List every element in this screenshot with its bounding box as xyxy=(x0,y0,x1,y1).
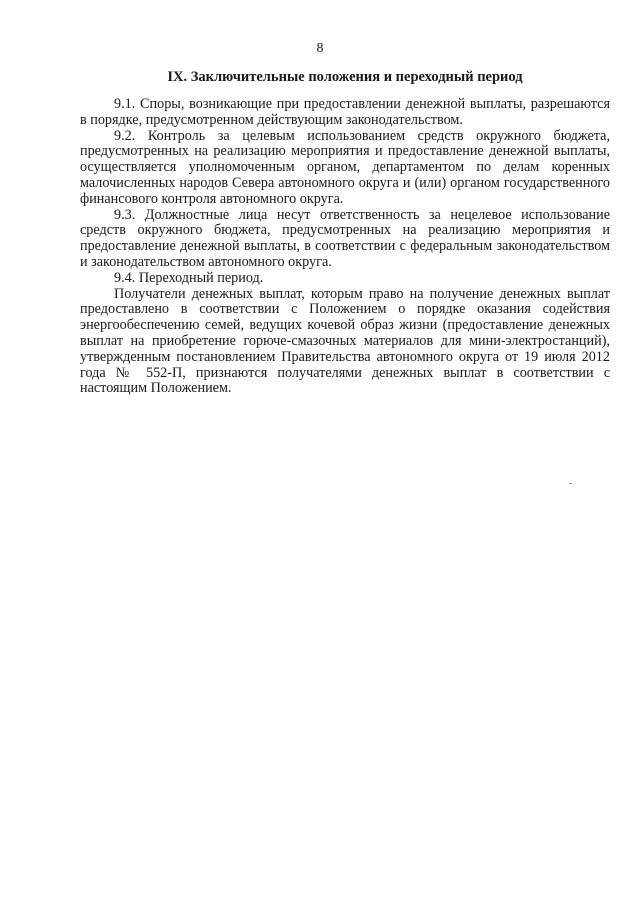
paragraph-9-1: 9.1. Споры, возникающие при предоставлении денежной выплаты, разрешаются в порядке, предусмотренном действующим законодательством. xyxy=(80,96,610,128)
paragraph-9-2: 9.2. Контроль за целевым использованием средств окружного бюджета, предусмотренных на реализацию мероприятия и предоставление денежной выплаты, осуществляется уполномоченным органом, департаментом по делам коренных малочисленных народов Севера автономного округа и (или) органом государственного финансового контроля автономного округа. xyxy=(80,127,610,207)
paragraph-9-3: 9.3. Должностные лица несут ответственность за нецелевое использование средств окружного бюджета, предусмотренных на реализацию мероприятия и предоставление денежной выплаты, в соответствии с федеральным законодательством и законодательством автономного округа. xyxy=(80,206,610,270)
section-body xyxy=(80,97,610,397)
paragraph-transitional: Получатели денежных выплат, которым право на получение денежных выплат предоставлено в соответствии с Положением о порядке оказания содействия энергообеспечению семей, ведущих кочевой образ жизни (предоставление денежных выплат на приобретение горюче-смазочных материалов для мини-электростанций), утвержденным постановлением Правительства автономного округа от 19 июля 2012 года № 552-П, признаются получателями денежных выплат в соответствии с настоящим Положением. xyxy=(80,285,610,397)
paragraph-9-4: 9.4. Переходный период. xyxy=(114,269,264,286)
page-number: 8 xyxy=(316,41,324,56)
scan-mark xyxy=(569,483,572,484)
section-title: IX. Заключительные положения и переходный период xyxy=(167,69,523,85)
